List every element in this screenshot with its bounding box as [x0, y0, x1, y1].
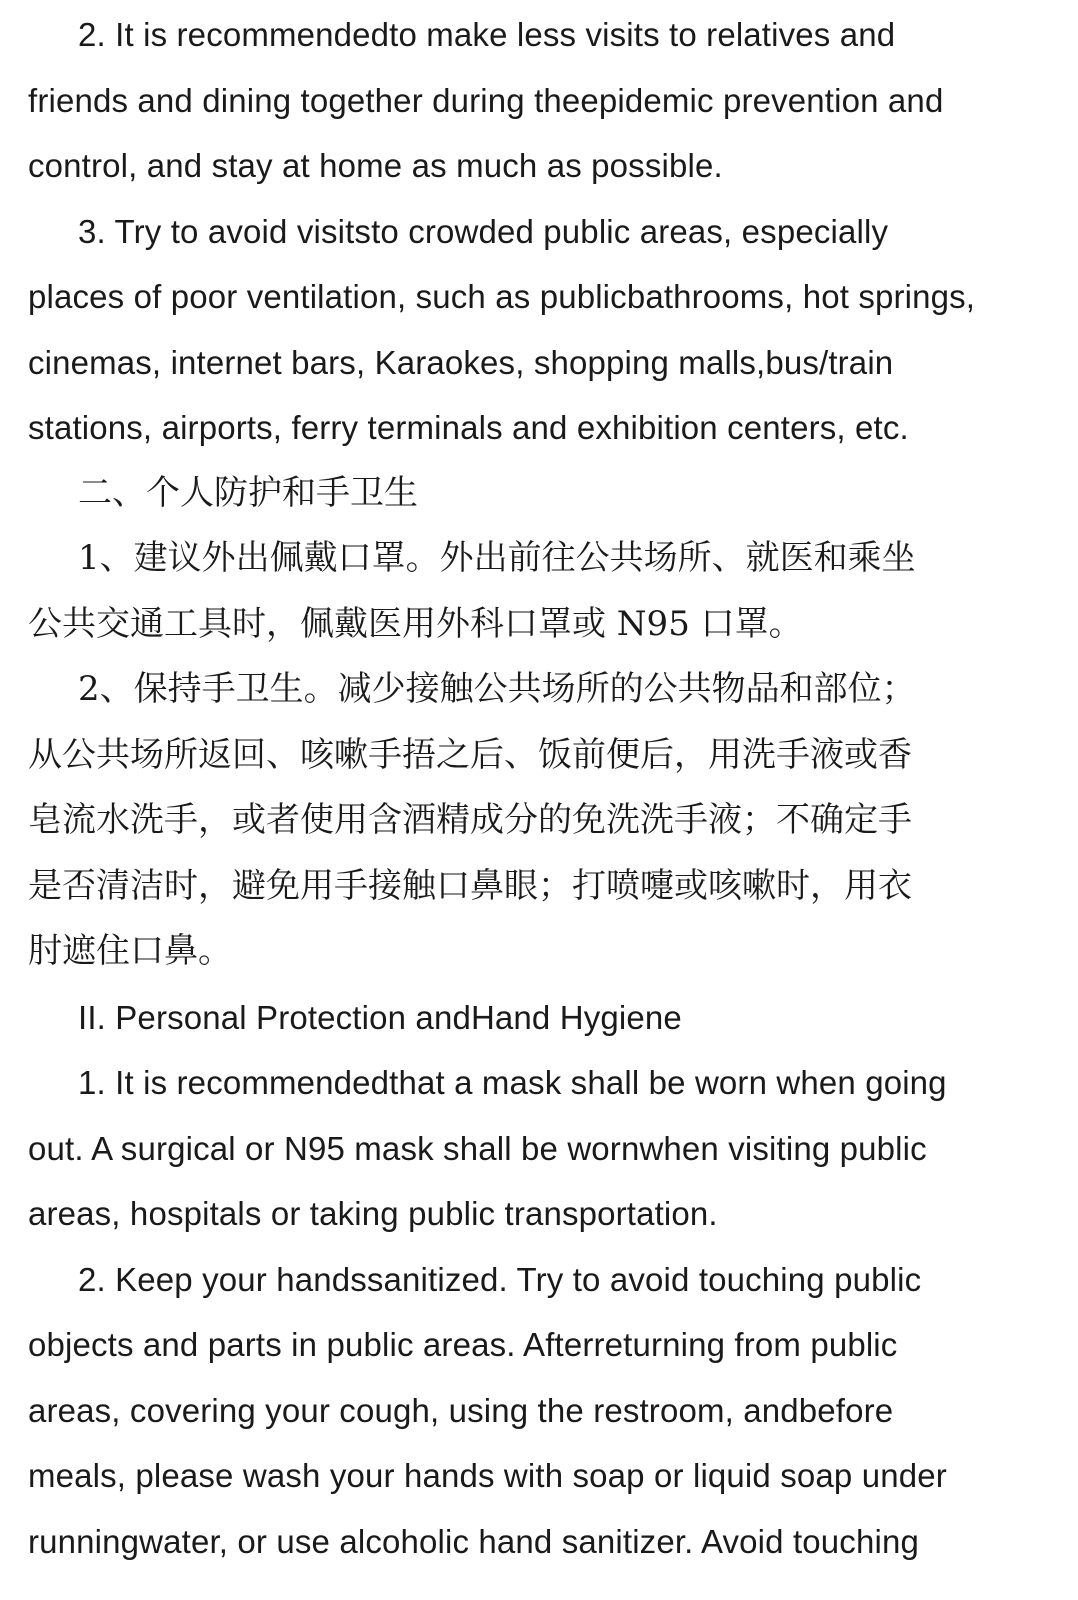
text-line: objects and parts in public areas. Afterreturning from public	[28, 1326, 898, 1363]
text-line: 皂流水洗手，或者使用含酒精成分的免洗洗手液；不确定手	[28, 800, 912, 840]
section-heading: 二、个人防护和手卫生	[78, 472, 418, 513]
text-line: 公共交通工具时，佩戴医用外科口罩或 N95 口罩。	[28, 603, 803, 644]
text-line: control, and stay at home as much as possible.	[28, 147, 723, 184]
text-line: friends and dining together during theepidemic prevention and	[28, 81, 944, 119]
text-line: 从公共场所返回、咳嗽手捂之后、饭前便后，用洗手液或香	[28, 734, 912, 775]
text-line: places of poor ventilation, such as publicbathrooms, hot springs,	[28, 278, 976, 315]
text-line: 1、建议外出佩戴口罩。外出前往公共场所、就医和乘坐	[78, 538, 916, 578]
text-line: 肘遮住口鼻。	[28, 931, 232, 971]
text-line: 2、保持手卫生。减少接触公共场所的公共物品和部位；	[78, 669, 916, 709]
text-line: 是否清洁时，避免用手接触口鼻眼；打喷嚏或咳嗽时，用衣	[28, 865, 912, 906]
text-line: 3. Try to avoid visitsto crowded public areas, especially	[78, 212, 889, 250]
section-heading: II. Personal Protection andHand Hygiene	[78, 998, 682, 1036]
text-line: runningwater, or use alcoholic hand sanitizer. Avoid touching	[28, 1522, 919, 1560]
text-line: 2. Keep your handssanitized. Try to avoid touching public	[78, 1260, 922, 1298]
text-line: out. A surgical or N95 mask shall be wornwhen visiting public	[28, 1129, 927, 1167]
text-line: areas, covering your cough, using the restroom, andbefore	[28, 1391, 894, 1429]
text-line: meals, please wash your hands with soap or liquid soap under	[28, 1457, 947, 1494]
text-line: areas, hospitals or taking public transportation.	[28, 1195, 718, 1232]
text-line: stations, airports, ferry terminals and exhibition centers, etc.	[28, 409, 909, 446]
document-page	[28, 0, 1058, 1574]
text-line: 1. It is recommendedthat a mask shall be worn when going	[78, 1064, 947, 1101]
text-line: cinemas, internet bars, Karaokes, shopping malls,bus/train	[28, 343, 894, 381]
text-line: 2. It is recommendedto make less visits to relatives and	[78, 16, 896, 53]
